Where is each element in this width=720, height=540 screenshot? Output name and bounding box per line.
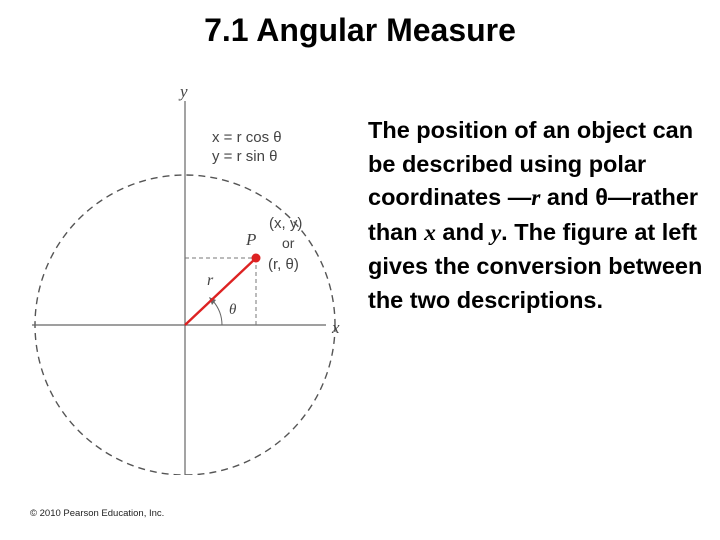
description-text (368, 114, 708, 317)
radius-label: r (207, 272, 214, 289)
cartesian-coordinates-label: (x, y) (269, 215, 303, 232)
x-axis-label: x (332, 318, 340, 337)
radius-line (185, 259, 255, 325)
description-var-x: x (424, 219, 436, 246)
or-label: or (282, 235, 295, 251)
description-var-y: y (490, 219, 502, 246)
angle-arc (213, 301, 222, 325)
description-part-1: The position of an object can be described using polar coordinates — (368, 117, 694, 210)
point-p-label: P (246, 230, 257, 249)
polar-coordinates-label: (r, θ) (268, 256, 299, 273)
y-axis-label: y (180, 82, 188, 101)
copyright-notice: © 2010 Pearson Education, Inc. (30, 508, 165, 519)
equation-x: x = r cos θ (212, 129, 282, 146)
point-p-dot (252, 254, 261, 263)
polar-coordinates-figure (0, 75, 360, 475)
equation-y: y = r sin θ (212, 148, 278, 165)
angle-theta-label: θ (229, 302, 237, 318)
description-part-4: . The figure at left gives the conversion between the two descriptions. (368, 218, 703, 313)
slide-title: 7.1 Angular Measure (204, 12, 516, 48)
description-var-r: r (531, 185, 541, 211)
polar-diagram (0, 75, 360, 475)
description-part-2: and θ—rather than (368, 184, 699, 245)
description-part-3: and (435, 218, 491, 245)
